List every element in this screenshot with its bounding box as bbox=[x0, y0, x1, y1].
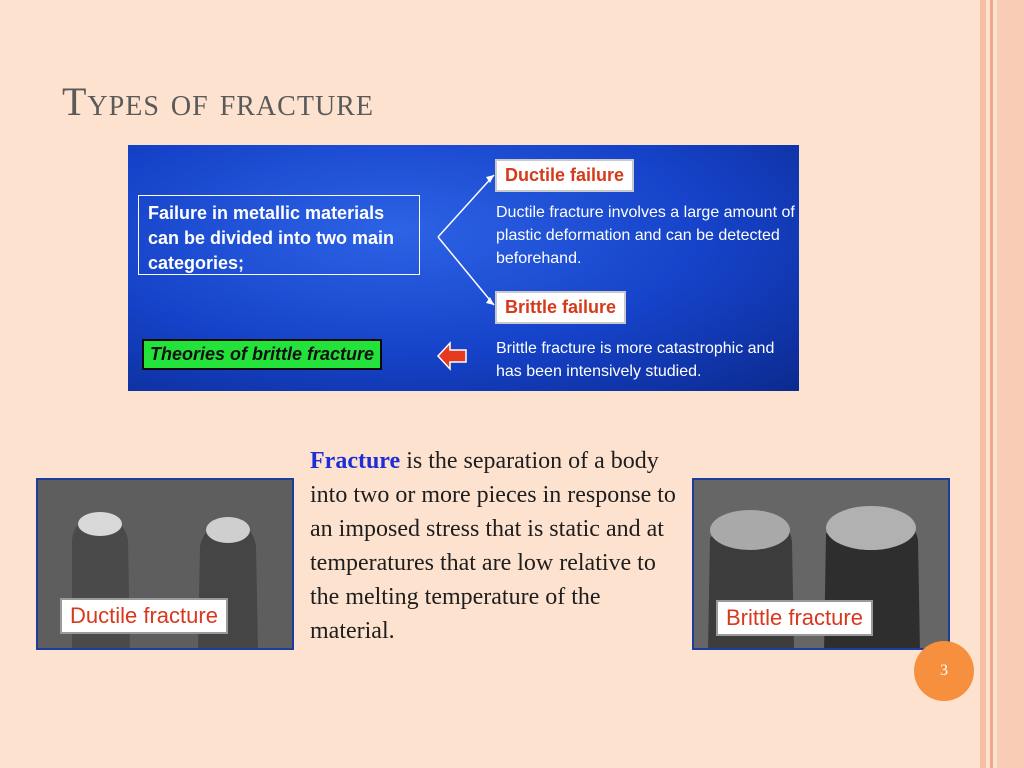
fracture-definition bbox=[310, 444, 685, 648]
left-arrow-icon bbox=[436, 341, 468, 371]
ductile-fracture-label: Ductile fracture bbox=[60, 598, 228, 634]
edge-stripe-2 bbox=[990, 0, 993, 768]
definition-body: is the separation of a body into two or more pieces in response to an imposed stress that is static and at temperatures that are low relative to the melting temperature of the material. bbox=[310, 448, 676, 644]
ductile-description: Ductile fracture involves a large amount of plastic deformation and can be detected beforehand. bbox=[496, 204, 795, 267]
theories-brittle-fracture-link[interactable]: Theories of brittle fracture bbox=[142, 339, 382, 370]
ductile-failure-tag: Ductile failure bbox=[495, 159, 634, 192]
brittle-fracture-photo bbox=[692, 478, 950, 650]
brittle-failure-tag: Brittle failure bbox=[495, 291, 626, 324]
definition-term: Fracture bbox=[310, 448, 401, 474]
brittle-description: Brittle fracture is more catastrophic and has been intensively studied. bbox=[496, 340, 775, 380]
ductile-fracture-photo bbox=[36, 478, 294, 650]
edge-stripe-1 bbox=[980, 0, 986, 768]
categories-box: Failure in metallic materials can be divided into two main categories; bbox=[138, 195, 420, 275]
fracture-diagram bbox=[128, 145, 799, 391]
brittle-fracture-label: Brittle fracture bbox=[716, 600, 873, 636]
slide-title: Types of fracture bbox=[62, 79, 374, 124]
page-number-badge: 3 bbox=[914, 641, 974, 701]
edge-stripe-3 bbox=[997, 0, 1024, 768]
